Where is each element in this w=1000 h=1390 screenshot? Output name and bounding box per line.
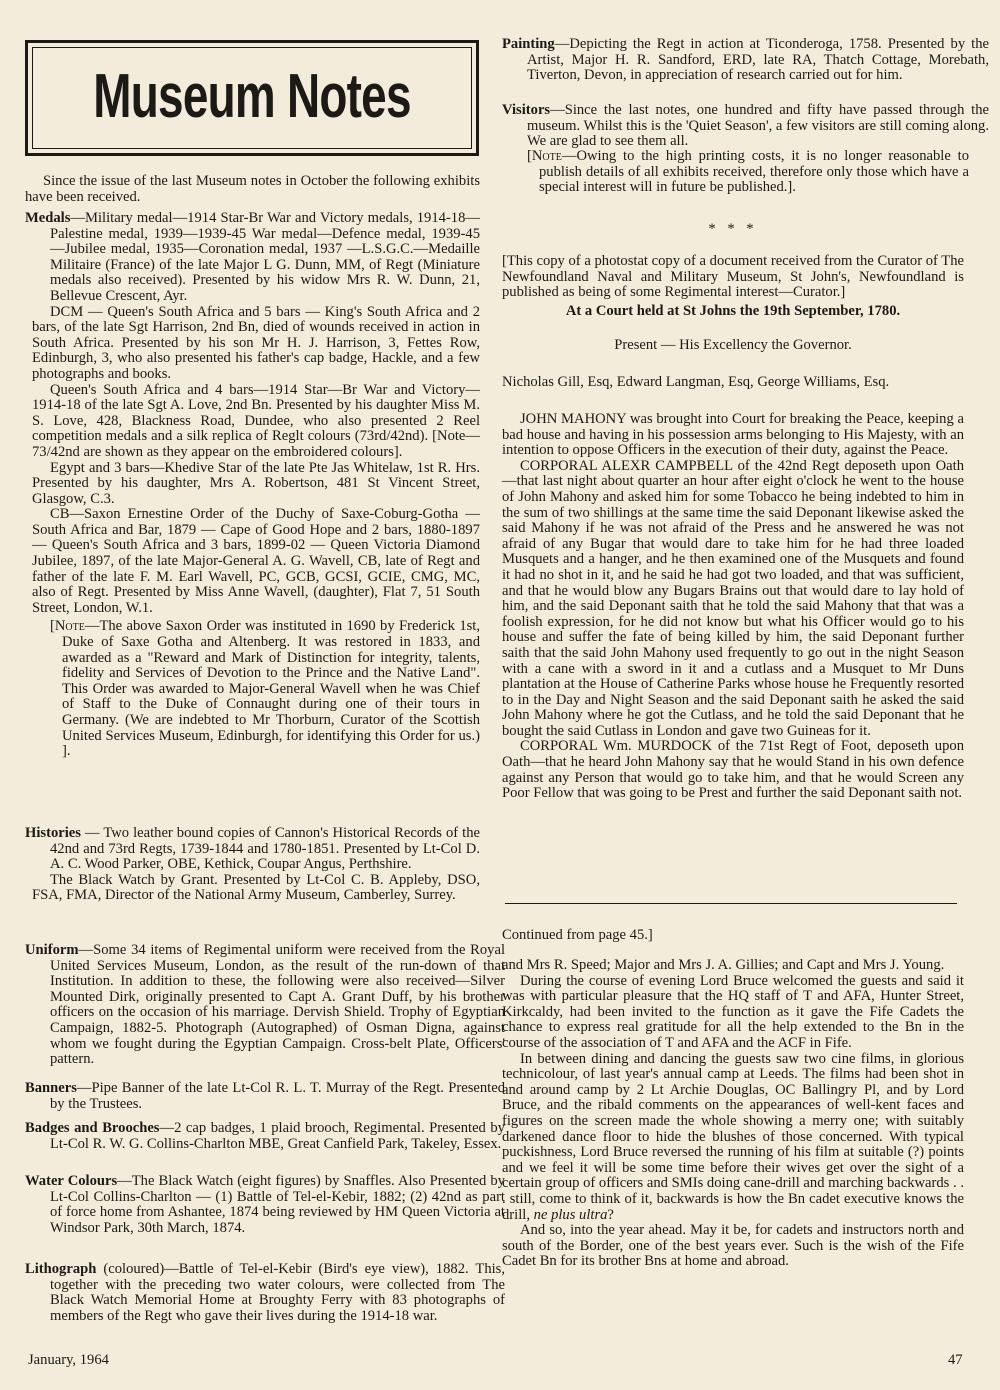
continued-para-1: and Mrs R. Speed; Major and Mrs J. A. Gillies; and Capt and Mrs J. Young. — [502, 957, 945, 973]
continued-para-3 — [502, 1052, 964, 1224]
histories-entry — [25, 826, 480, 873]
footer-date: January, 1964 — [28, 1352, 109, 1368]
printing-costs-note: [Note—Owing to the high printing costs, it is no longer reasonable to publish details of all exhibits received, therefore only those which have a special interest will in future be published.]. — [527, 148, 969, 196]
visitors-text: —Since the last notes, one hundred and fifty have passed through the museum. Whilst this is the 'Quiet Season', a few visitors are still coming along. We are glad to see them all. — [527, 102, 989, 150]
court-record — [502, 412, 964, 802]
note-label: Note — [54, 618, 85, 635]
court-present: Present — His Excellency the Governor. — [614, 337, 852, 353]
medals-section — [25, 211, 480, 760]
medals-entry — [25, 211, 480, 305]
lithograph-entry — [25, 1262, 505, 1324]
court-names: Nicholas Gill, Esq, Edward Langman, Esq, George Williams, Esq. — [502, 374, 890, 390]
visitors-note-text: —Owing to the high printing costs, it is no longer reasonable to publish details of all exhibits received, therefore only those which have a special interest will in future be published.]. — [539, 148, 969, 196]
continued-para-4: And so, into the year ahead. May it be, for cadets and instructors north and south of the Border, one of the best years ever. Such is the wish of the Fife Cadet Bn for its brother Bns at home and abroad. — [502, 1222, 964, 1270]
intro-paragraph: Since the issue of the last Museum notes in October the following exhibits have been received. — [25, 173, 480, 205]
medals-dcm: DCM — Queen's South Africa and 5 bars — King's South Africa and 2 bars, of the late Sgt Harrison, 2nd Bn, died of wounds received in action in South Africa. Presented by his son Mr H. J. Harrison, 3, Fettes Row, Edinburgh, 3, who also presented his father's cap badge, Hackle, and a few photographs and books. — [32, 303, 480, 382]
painting-heading: Painting — [502, 36, 555, 52]
court-heading: At a Court held at St Johns the 19th September, 1780. — [565, 303, 901, 319]
medals-text: —Military medal—1914 Star-Br War and Victory medals, 1914-18—Palestine medal, 1939—1939-45 War medal—Defence medal, 1939-45—Jubilee medal, 1935—Coronation medal, 1937 —L.S.G.C.—Medaille Militaire (France) of the late Major L G. Dunn, MM, of Regt (Miniature medals also received). Presented by his widow Mrs R. W. Dunn, 21, Bellevue Crescent, Ayr. — [50, 210, 480, 304]
continued-note: Continued from page 45.] — [502, 927, 653, 943]
column-divider-rule — [505, 903, 957, 904]
badges-entry — [25, 1121, 505, 1152]
section-separator-stars: * * * — [708, 221, 758, 237]
visitors-note-label: Note — [531, 148, 562, 164]
lithograph-heading: Lithograph — [25, 1261, 97, 1277]
note-text: —The above Saxon Order was instituted in 1690 by Frederick 1st, Duke of Saxe Gotha and Altenberg. It was restored in 1833, and awarded as a "Reward and Mark of Distinction for integrity, talents, fidelity and Services of Devotion to the Prince and the Native Land". This Order was awarded to Major-General Wavell when he was Chief of Staff to the Duke of Connaught during one of their tours in Germany. (We are indebted to Mr Thorburn, Curator of the Scottish United Services Museum, Edinburgh, for identifying this Order for us.) ]. — [62, 618, 480, 760]
continued-para-3-text: In between dining and dancing the guests saw two cine films, in glorious technicolour, of last year's annual camp at Leeds. The films had been shot in and around camp by 2 Lt Archie Douglas, OC Ballingry Pl, and by Lord Bruce, and the ribald comments on the appearances of well-kent faces and figures on the screen made the whole showing a merry one; with suitably darkened dance floor to hide the blushes of those concerned. With typical puckishness, Lord Bruce reversed the running of his film at suitable (?) points and we feel it will be some time before their wives get over the sight of a certain group of officers and SMIs doing cane-drill and marching backwards . . . still, come to think of it, backwards is how the Bn cadet executive knows the drill, — [502, 1050, 964, 1223]
badges-heading: Badges and Brooches — [25, 1120, 160, 1136]
campbell-deposition: CORPORAL ALEXR CAMPBELL of the 42nd Regt deposeth upon Oath—that last night about quarter an hour after eight o'clock he went to the house of John Mahony and asked him for some Tobacco he being indebted to him in the sum of two shillings at the same time the said Deponant likewise asked the said Mahony if he was not afraid of the Press and he answered he was not afraid of any Bugar that would dare to take him for he had three loaded Musquets and a hanger, and he then examined one of the Musquets and found it had no shot in it, and he said he had got two loaded, and that was sufficient, and that he would blow any Bugars Brains out that would dare to lay hold of him, and the said Deponant saith that he told the said Mahony that that was a foolish expression, for he did not know but what his Officer would go to his house and suffer the fate of being killed by him, the said Deponant further saith that the said John Mahony used frequently to go out in the night Season with a cane with a sword in it and a cutlass and a Musquet to Mr Duns plantation at the House of Catherine Parks whose house he Frequently resorted to in the Day and Night Season and the said Deponant saith he asked the said John Mahony where he got the Cutlass, and he told the said Deponant that he bought the said Cutlass in London and gave two Guineas for it. — [502, 457, 964, 739]
visitors-entry — [502, 103, 989, 150]
page-title: Museum Notes — [93, 62, 411, 131]
painting-entry — [502, 37, 989, 84]
photostat-note: [This copy of a photostat copy of a document received from the Curator of The Newfoundland Naval and Military Museum, St John's, Newfoundland is published as being of some Regimental interest—Curator.] — [502, 253, 964, 301]
banners-entry — [25, 1081, 505, 1112]
water-colours-entry — [25, 1174, 505, 1236]
water-colours-heading: Water Colours — [25, 1173, 118, 1189]
histories-section — [25, 826, 480, 904]
banners-heading: Banners — [25, 1080, 77, 1096]
water-colours-text: —The Black Watch (eight figures) by Snaffles. Also Presented by Lt-Col Collins-Charlton — (1) Battle of Tel-el-Kebir, 1882; (2) 42nd as part of force home from Ashantee, 1874 being reviewed by HM Queen Victoria at Windsor Park, 30th March, 1874. — [50, 1173, 505, 1236]
ne-plus-ultra: ne plus ultra — [533, 1206, 608, 1223]
medals-cb: CB—Saxon Ernestine Order of the Duchy of Saxe-Coburg-Gotha — South Africa and Bar, 1879 — Cape of Good Hope and 2 bars, 1880-1897 — Queen's South Africa and 3 bars, 1899-02 — Queen Victoria Diamond Jubilee, 1897, of the late Major-General A. G. Wavell, CB, late of Regt and father of the late F. M. Earl Wavell, PC, GCB, GCSI, GCIE, CMG, MC, also of Regt. Presented by Miss Anne Wavell, (daughter), Flat 7, 51 South Street, London, W.1. — [32, 506, 480, 616]
histories-grant: The Black Watch by Grant. Presented by Lt-Col C. B. Appleby, DSO, FSA, FMA, Director of the National Army Museum, Camberley, Surrey. — [32, 871, 480, 904]
title-box — [25, 40, 479, 156]
histories-text: — Two leather bound copies of Cannon's Historical Records of the 42nd and 73rd Regts, 1739-1844 and 1780-1851. Presented by Lt-Col D. A. C. Wood Parker, OBE, Kethick, Coupar Angus, Perthshire. — [50, 825, 480, 873]
saxon-order-note: [Note—The above Saxon Order was instituted in 1690 by Frederick 1st, Duke of Saxe Gotha and Altenberg. It was restored in 1833, and awarded as a "Reward and Mark of Distinction for integrity, talents, fidelity and Services of Devotion to the Prince and the Native Land". This Order was awarded to Major-General Wavell when he was Chief of Staff to the Duke of Connaught during one of their tours in Germany. (We are indebted to Mr Thorburn, Curator of the Scottish United Services Museum, Edinburgh, for identifying this Order for us.) ]. — [50, 618, 480, 760]
medals-heading: Medals — [25, 210, 71, 226]
uniform-text: —Some 34 items of Regimental uniform were received from the Royal United Services Museum, London, as the result of the run-down of that Institution. In addition to these, the following were also received—Silver Mounted Dirk, originally presented to Capt A. Grant Duff, by his brother officers on the occasion of his marriage. Dervish Shield. Trophy of Egyptian Campaign, 1882-5. Photograph (Autographed) of Osman Digna, against whom we fought during the Egyptian Campaign. Cross-belt Plate, Officers' pattern. — [50, 942, 505, 1068]
lithograph-text: (coloured)—Battle of Tel-el-Kebir (Bird's eye view), 1882. This, together with the preceding two water colours, were collected from The Black Watch Memorial Home at Broughty Ferry with 83 photographs of members of the Regt who gave their lives during the 1914-18 war. — [50, 1261, 505, 1324]
continued-para-3-end: ? — [607, 1206, 614, 1223]
uniform-entry — [25, 943, 505, 1068]
banners-text: —Pipe Banner of the late Lt-Col R. L. T. Murray of the Regt. Presented by the Trustees. — [50, 1080, 505, 1112]
medals-egypt: Egypt and 3 bars—Khedive Star of the late Pte Jas Whitelaw, 1st R. Hrs. Presented by his daughter, Mrs A. Robertson, 481 St Vincent Street, Glasgow, C.3. — [32, 459, 480, 507]
histories-heading: Histories — [25, 825, 81, 841]
uniform-heading: Uniform — [25, 942, 79, 958]
page-number: 47 — [948, 1352, 963, 1368]
mahony-charge: JOHN MAHONY was brought into Court for breaking the Peace, keeping a bad house and having in his possession arms belonging to His Majesty, with an intention to oppose Officers in the execution of their duty, against the Peace. — [502, 411, 964, 459]
painting-text: —Depicting the Regt in action at Ticonderoga, 1758. Presented by the Artist, Major H. R. Sandford, ERD, late RA, Thatch Cottage, Morebath, Tiverton, Devon, in appreciation of research carried out for him. — [527, 36, 989, 84]
murdock-deposition: CORPORAL Wm. MURDOCK of the 71st Regt of Foot, deposeth upon Oath—that he heard John Mahony say that he would Stand in his own defence against any Person that would go to take him, and that he would Screen any Poor Fellow that was going to be Prest and further the said Deponant saith not. — [502, 738, 964, 802]
visitors-heading: Visitors — [502, 102, 551, 118]
continued-para-2: During the course of evening Lord Bruce welcomed the guests and said it was with particular pleasure that the HQ staff of T and AFA, Hunter Street, Kirkcaldy, had been invited to the function as it gave the Fife Cadets the chance to express real gratitude for all the help extended to the Bn in the course of the association of T and AFA and the ACF in Fife. — [502, 972, 964, 1051]
continued-article — [502, 958, 964, 1270]
medals-qsa: Queen's South Africa and 4 bars—1914 Star—Br War and Victory—1914-18 of the late Sgt A. Love, 2nd Bn. Presented by his daughter Miss M. S. Love, 428, Blackness Road, Dundee, who also presented 2 Reel competition medals and a silk replica of Reglt colours (73rd/42nd). [Note—73/42nd are shown as they appear on the embroidered colours]. — [32, 381, 480, 460]
badges-text: —2 cap badges, 1 plaid brooch, Regimental. Presented by Lt-Col R. W. G. Collins-Charlton MBE, Great Canfield Park, Takeley, Essex. — [50, 1120, 505, 1152]
